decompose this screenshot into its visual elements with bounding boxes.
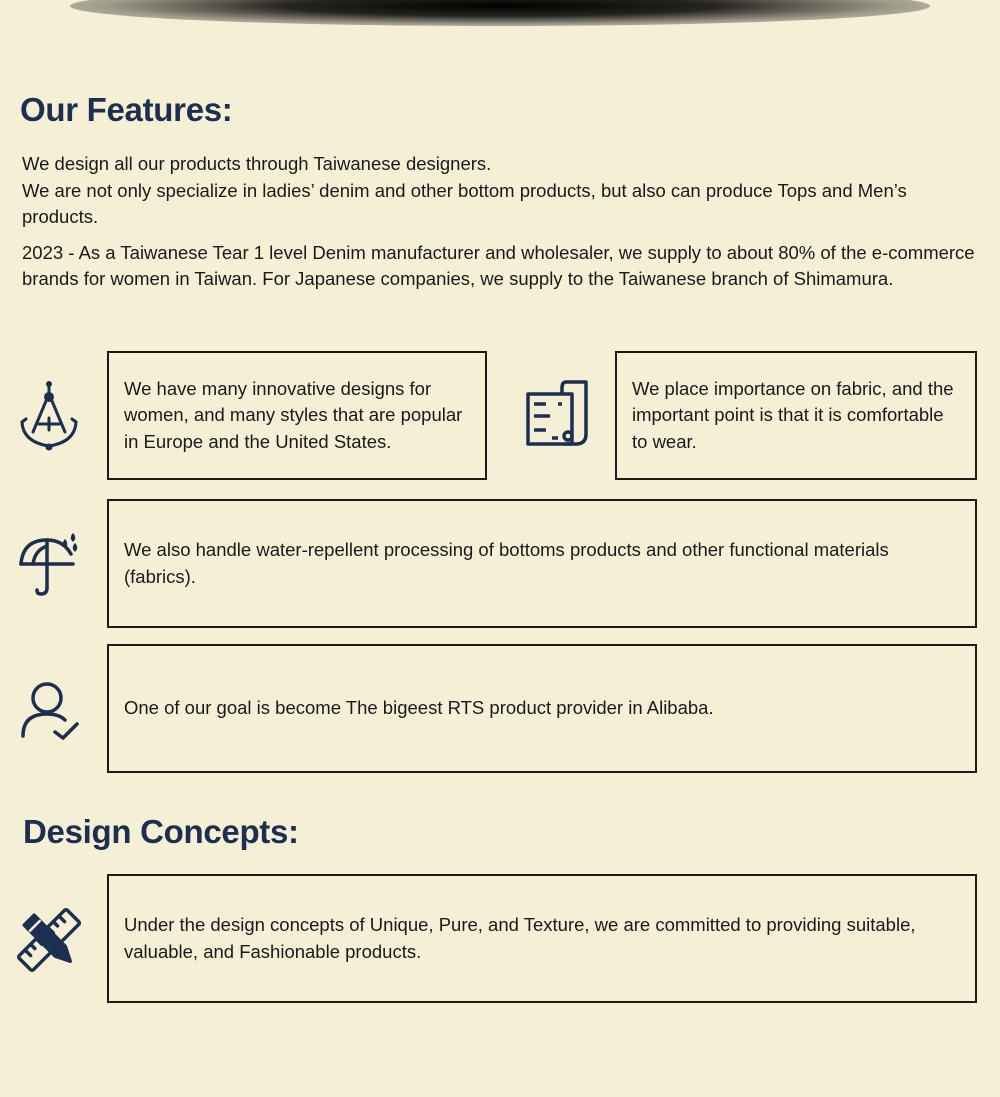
fabric-roll-icon — [524, 378, 588, 450]
user-check-icon — [17, 676, 81, 748]
intro-paragraph-1 — [22, 151, 982, 231]
intro-line-1: We design all our products through Taiwanese designers. — [22, 153, 492, 174]
features-intro — [22, 151, 982, 302]
feature-card-goal — [107, 644, 977, 773]
feature-card-text: We place importance on fabric, and the important point is that it is comfortable to wear. — [632, 377, 954, 452]
design-concepts-title: Design Concepts: — [23, 813, 299, 850]
design-concept-card — [107, 874, 977, 1003]
umbrella-icon — [17, 530, 81, 602]
feature-card-text: One of our goal is become The bigeest RTS product provider in Alibaba. — [124, 697, 714, 719]
top-shadow-decoration — [70, 0, 930, 26]
design-concept-text: Under the design concepts of Unique, Pure, and Texture, we are committed to providing suitable, valuable, and Fashionable products. — [124, 914, 916, 962]
feature-card-designs — [107, 351, 487, 480]
pencil-ruler-icon — [17, 904, 81, 976]
feature-card-water-repellent — [107, 499, 977, 628]
compass-icon — [17, 380, 81, 452]
intro-line-2: We are not only specialize in ladies’ denim and other bottom products, but also can produce Tops and Men’s products. — [22, 179, 907, 227]
feature-card-text: We have many innovative designs for women, and many styles that are popular in Europe and the United States. — [124, 377, 463, 452]
feature-card-text: We also handle water-repellent processing of bottoms products and other functional materials (fabrics). — [124, 539, 889, 587]
features-title: Our Features: — [20, 91, 233, 128]
feature-card-fabric — [615, 351, 977, 480]
intro-paragraph-2: 2023 - As a Taiwanese Tear 1 level Denim manufacturer and wholesaler, we supply to about 80% of the e-commerce brands for women in Taiwan. For Japanese companies, we supply to the Taiwanese branch of Shimamura. — [22, 241, 975, 289]
